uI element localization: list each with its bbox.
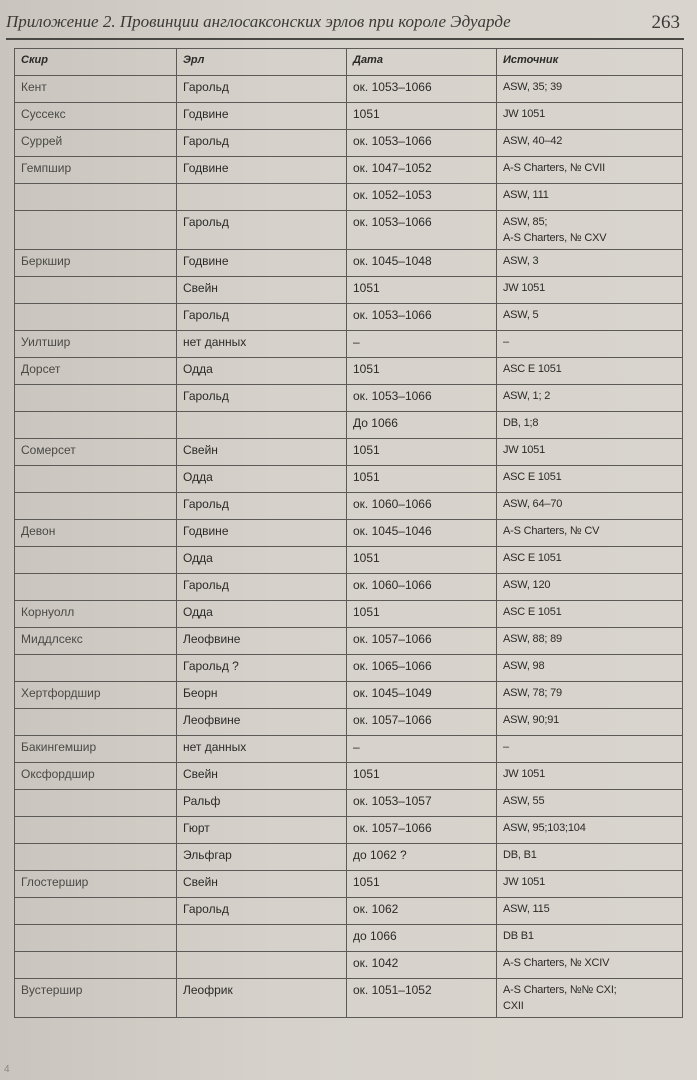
table-row (15, 628, 683, 655)
date-cell (347, 412, 497, 439)
source-cell-text: ASW, 1; 2 (503, 390, 551, 402)
date-cell-text: 1051 (353, 470, 380, 484)
source-cell (497, 898, 683, 925)
table-row (15, 898, 683, 925)
date-cell (347, 844, 497, 871)
earl-cell-text: нет данных (183, 740, 247, 754)
earl-cell-text: Свейн (183, 281, 218, 295)
date-cell (347, 574, 497, 601)
date-cell-text: 1051 (353, 551, 380, 565)
table-row (15, 601, 683, 628)
earl-cell-text: Годвине (183, 107, 229, 121)
shire-cell (15, 439, 177, 466)
earl-cell-text: Одда (183, 551, 213, 565)
shire-cell (15, 358, 177, 385)
date-cell-text: ок. 1053–1066 (353, 308, 432, 322)
date-cell (347, 358, 497, 385)
source-cell-text: ASW, 95;103;104 (503, 822, 586, 834)
earl-cell-text: Гарольд (183, 215, 229, 229)
earl-cell (177, 304, 347, 331)
date-cell (347, 979, 497, 1018)
earl-cell-text: Гарольд (183, 578, 229, 592)
date-cell-text: ок. 1045–1049 (353, 686, 432, 700)
date-cell (347, 520, 497, 547)
table-header-row (15, 49, 683, 76)
shire-cell-text: Кент (21, 80, 47, 94)
table-row (15, 520, 683, 547)
earl-cell-text: Ральф (183, 794, 221, 808)
earl-cell-text: Леофвине (183, 632, 241, 646)
source-cell-text: JW 1051 (503, 768, 546, 780)
source-cell (497, 817, 683, 844)
date-cell-text: ок. 1045–1048 (353, 254, 432, 268)
shire-cell-text: Миддлсекс (21, 632, 83, 646)
earl-cell (177, 250, 347, 277)
shire-cell (15, 871, 177, 898)
date-cell (347, 493, 497, 520)
source-cell (497, 493, 683, 520)
date-cell (347, 331, 497, 358)
source-cell-text-continued: A-S Charters, № CXV (503, 232, 607, 244)
date-cell (347, 547, 497, 574)
shire-cell (15, 130, 177, 157)
table-row (15, 76, 683, 103)
shire-cell (15, 466, 177, 493)
table-row (15, 979, 683, 1018)
date-cell-text: ок. 1045–1046 (353, 524, 432, 538)
earl-cell (177, 547, 347, 574)
date-cell (347, 211, 497, 250)
source-cell-text: ASW, 55 (503, 795, 545, 807)
source-cell (497, 682, 683, 709)
shire-cell (15, 385, 177, 412)
source-cell-text: ASW, 85; (503, 216, 548, 228)
shire-cell (15, 709, 177, 736)
source-cell-text-continued: CXII (503, 1000, 524, 1012)
header-divider (6, 38, 684, 40)
source-cell (497, 844, 683, 871)
earl-cell-text: Одда (183, 362, 213, 376)
table-row (15, 157, 683, 184)
source-cell-text: JW 1051 (503, 444, 546, 456)
table-row (15, 844, 683, 871)
source-cell (497, 103, 683, 130)
source-cell-text: ASW, 3 (503, 255, 539, 267)
shire-cell-text: Беркшир (21, 254, 71, 268)
source-cell-text: DB, B1 (503, 849, 537, 861)
date-cell (347, 871, 497, 898)
shire-cell-text: Оксфордшир (21, 767, 95, 781)
table-row (15, 385, 683, 412)
shire-cell (15, 601, 177, 628)
date-cell-text: 1051 (353, 605, 380, 619)
source-cell (497, 157, 683, 184)
shire-cell (15, 520, 177, 547)
shire-cell (15, 184, 177, 211)
date-cell (347, 277, 497, 304)
source-cell-text: ASW, 88; 89 (503, 633, 562, 645)
source-cell-text: A-S Charters, № CVII (503, 162, 605, 174)
earl-cell (177, 358, 347, 385)
earls-table (14, 48, 683, 1018)
date-cell (347, 628, 497, 655)
date-cell-text: 1051 (353, 875, 380, 889)
shire-cell (15, 574, 177, 601)
running-header (6, 4, 686, 38)
margin-mark: 4 (4, 1064, 10, 1075)
date-cell-text: ок. 1053–1066 (353, 215, 432, 229)
source-cell (497, 763, 683, 790)
source-cell-text: ASC E 1051 (503, 363, 562, 375)
source-cell (497, 439, 683, 466)
table-row (15, 304, 683, 331)
earl-cell (177, 76, 347, 103)
source-cell-text: ASW, 64–70 (503, 498, 563, 510)
shire-cell (15, 925, 177, 952)
earl-cell-text: Леофрик (183, 983, 233, 997)
source-cell-text: ASC E 1051 (503, 552, 562, 564)
date-cell (347, 385, 497, 412)
shire-cell (15, 250, 177, 277)
source-cell (497, 925, 683, 952)
shire-cell (15, 304, 177, 331)
table-row (15, 655, 683, 682)
earl-cell (177, 925, 347, 952)
shire-cell (15, 211, 177, 250)
source-cell (497, 628, 683, 655)
earl-cell-text: Эльфгар (183, 848, 232, 862)
source-cell (497, 709, 683, 736)
date-cell-text: ок. 1057–1066 (353, 821, 432, 835)
shire-cell-text: Глостершир (21, 875, 89, 889)
shire-cell (15, 628, 177, 655)
date-cell-text: ок. 1053–1066 (353, 389, 432, 403)
earl-cell-text: Гарольд (183, 308, 229, 322)
earl-cell-text: Гарольд (183, 389, 229, 403)
earl-cell (177, 790, 347, 817)
earl-cell (177, 574, 347, 601)
source-cell (497, 574, 683, 601)
earl-cell (177, 817, 347, 844)
earl-cell-text: Гарольд (183, 497, 229, 511)
date-cell (347, 466, 497, 493)
date-cell (347, 898, 497, 925)
date-cell (347, 130, 497, 157)
source-cell (497, 331, 683, 358)
earl-cell-text: Годвине (183, 524, 229, 538)
shire-cell (15, 979, 177, 1018)
earl-cell-text: Беорн (183, 686, 218, 700)
source-cell-text: ASW, 90;91 (503, 714, 560, 726)
date-cell-text: до 1066 (353, 929, 397, 943)
source-cell (497, 130, 683, 157)
shire-cell (15, 157, 177, 184)
date-cell (347, 184, 497, 211)
shire-cell-text: Бакингемшир (21, 740, 97, 754)
column-header-date: Дата (347, 49, 497, 76)
earl-cell (177, 466, 347, 493)
shire-cell-text: Корнуолл (21, 605, 75, 619)
source-cell-text: ASW, 35; 39 (503, 81, 562, 93)
table-row (15, 817, 683, 844)
table-row (15, 331, 683, 358)
date-cell (347, 709, 497, 736)
source-cell (497, 952, 683, 979)
source-cell-text: ASC E 1051 (503, 471, 562, 483)
earl-cell (177, 103, 347, 130)
earl-cell-text: нет данных (183, 335, 247, 349)
source-cell-text: DB, 1;8 (503, 417, 539, 429)
column-header-earl: Эрл (177, 49, 347, 76)
shire-cell (15, 682, 177, 709)
column-header-shire: Скир (15, 49, 177, 76)
source-cell (497, 871, 683, 898)
earl-cell-text: Годвине (183, 161, 229, 175)
earl-cell (177, 277, 347, 304)
table-row (15, 103, 683, 130)
table-row (15, 211, 683, 250)
shire-cell (15, 277, 177, 304)
source-cell-text: JW 1051 (503, 282, 546, 294)
earl-cell (177, 844, 347, 871)
source-cell-text: ASW, 78; 79 (503, 687, 562, 699)
source-cell (497, 547, 683, 574)
source-cell (497, 76, 683, 103)
date-cell-text: 1051 (353, 362, 380, 376)
date-cell-text: ок. 1052–1053 (353, 188, 432, 202)
earl-cell (177, 520, 347, 547)
source-cell-text: – (503, 336, 509, 348)
table-row (15, 736, 683, 763)
earl-cell-text: Гарольд ? (183, 659, 239, 673)
source-cell-text: A-S Charters, № CV (503, 525, 600, 537)
date-cell (347, 790, 497, 817)
earl-cell (177, 898, 347, 925)
source-cell-text: ASC E 1051 (503, 606, 562, 618)
earl-cell-text: Свейн (183, 767, 218, 781)
earl-cell-text: Свейн (183, 875, 218, 889)
shire-cell (15, 547, 177, 574)
table-row (15, 277, 683, 304)
table-row (15, 250, 683, 277)
shire-cell (15, 817, 177, 844)
shire-cell-text: Вустершир (21, 983, 83, 997)
earl-cell-text: Гарольд (183, 80, 229, 94)
shire-cell (15, 790, 177, 817)
date-cell (347, 736, 497, 763)
source-cell (497, 358, 683, 385)
earl-cell-text: Годвине (183, 254, 229, 268)
shire-cell (15, 952, 177, 979)
table-row (15, 130, 683, 157)
date-cell-text: ок. 1057–1066 (353, 632, 432, 646)
date-cell (347, 601, 497, 628)
date-cell-text: 1051 (353, 281, 380, 295)
source-cell (497, 979, 683, 1018)
source-cell (497, 304, 683, 331)
date-cell (347, 304, 497, 331)
date-cell (347, 925, 497, 952)
earl-cell (177, 493, 347, 520)
date-cell-text: ок. 1062 (353, 902, 399, 916)
date-cell (347, 655, 497, 682)
earl-cell (177, 601, 347, 628)
source-cell-text: DB B1 (503, 930, 534, 942)
earl-cell (177, 412, 347, 439)
date-cell-text: ок. 1042 (353, 956, 399, 970)
source-cell-text: ASW, 115 (503, 903, 550, 915)
source-cell (497, 520, 683, 547)
table-row (15, 412, 683, 439)
earl-cell (177, 628, 347, 655)
shire-cell (15, 736, 177, 763)
earl-cell (177, 157, 347, 184)
source-cell (497, 790, 683, 817)
shire-cell (15, 76, 177, 103)
date-cell-text: – (353, 335, 360, 349)
source-cell-text: ASW, 111 (503, 189, 549, 201)
date-cell-text: ок. 1053–1066 (353, 80, 432, 94)
source-cell (497, 412, 683, 439)
shire-cell (15, 655, 177, 682)
date-cell (347, 763, 497, 790)
source-cell-text: ASW, 98 (503, 660, 545, 672)
earl-cell-text: Гарольд (183, 134, 229, 148)
date-cell-text: ок. 1051–1052 (353, 983, 432, 997)
date-cell-text: до 1062 ? (353, 848, 407, 862)
source-cell (497, 250, 683, 277)
shire-cell (15, 763, 177, 790)
shire-cell (15, 898, 177, 925)
column-header-source: Источник (497, 49, 683, 76)
date-cell-text: ок. 1057–1066 (353, 713, 432, 727)
date-cell (347, 76, 497, 103)
date-cell (347, 439, 497, 466)
source-cell (497, 385, 683, 412)
table-body (15, 76, 683, 1018)
shire-cell-text: Девон (21, 524, 56, 538)
table-row (15, 763, 683, 790)
earl-cell-text: Гарольд (183, 902, 229, 916)
source-cell (497, 211, 683, 250)
earl-cell (177, 385, 347, 412)
shire-cell-text: Дорсет (21, 362, 61, 376)
source-cell (497, 655, 683, 682)
shire-cell-text: Гемпшир (21, 161, 72, 175)
earl-cell (177, 871, 347, 898)
earl-cell (177, 439, 347, 466)
date-cell (347, 103, 497, 130)
source-cell-text: A-S Charters, №№ CXI; (503, 984, 617, 996)
earl-cell-text: Одда (183, 605, 213, 619)
page-number: 263 (651, 12, 680, 33)
earl-cell-text: Гюрт (183, 821, 210, 835)
source-cell (497, 466, 683, 493)
earl-cell (177, 130, 347, 157)
earl-cell-text: Леофвине (183, 713, 241, 727)
table-row (15, 709, 683, 736)
source-cell-text: ASW, 40–42 (503, 135, 563, 147)
shire-cell (15, 331, 177, 358)
earl-cell (177, 979, 347, 1018)
shire-cell (15, 844, 177, 871)
date-cell (347, 682, 497, 709)
shire-cell (15, 412, 177, 439)
date-cell (347, 157, 497, 184)
source-cell-text: JW 1051 (503, 108, 546, 120)
date-cell-text: ок. 1060–1066 (353, 578, 432, 592)
earl-cell (177, 952, 347, 979)
date-cell-text: ок. 1065–1066 (353, 659, 432, 673)
earl-cell (177, 184, 347, 211)
date-cell-text: 1051 (353, 443, 380, 457)
date-cell-text: До 1066 (353, 416, 398, 430)
table-row (15, 925, 683, 952)
date-cell-text: 1051 (353, 767, 380, 781)
shire-cell-text: Суррей (21, 134, 63, 148)
source-cell (497, 277, 683, 304)
source-cell (497, 601, 683, 628)
table-row (15, 466, 683, 493)
date-cell-text: ок. 1047–1052 (353, 161, 432, 175)
shire-cell (15, 103, 177, 130)
shire-cell-text: Хертфордшир (21, 686, 101, 700)
earl-cell (177, 736, 347, 763)
earl-cell (177, 655, 347, 682)
table-row (15, 574, 683, 601)
source-cell-text: ASW, 120 (503, 579, 551, 591)
earl-cell (177, 763, 347, 790)
source-cell (497, 736, 683, 763)
earl-cell (177, 331, 347, 358)
table-row (15, 493, 683, 520)
table-row (15, 871, 683, 898)
table-row (15, 184, 683, 211)
date-cell-text: ок. 1053–1057 (353, 794, 432, 808)
shire-cell-text: Суссекс (21, 107, 66, 121)
table-row (15, 547, 683, 574)
running-header-title: Приложение 2. Провинции англосаксонских эрлов при короле Эдуарде (6, 12, 511, 31)
shire-cell-text: Уилтшир (21, 335, 71, 349)
date-cell-text: ок. 1060–1066 (353, 497, 432, 511)
earl-cell (177, 682, 347, 709)
table-row (15, 952, 683, 979)
date-cell-text: – (353, 740, 360, 754)
table-row (15, 358, 683, 385)
source-cell-text: JW 1051 (503, 876, 546, 888)
date-cell (347, 817, 497, 844)
shire-cell (15, 493, 177, 520)
earl-cell (177, 211, 347, 250)
earl-cell-text: Свейн (183, 443, 218, 457)
date-cell (347, 250, 497, 277)
date-cell (347, 952, 497, 979)
earl-cell (177, 709, 347, 736)
source-cell-text: A-S Charters, № XCIV (503, 957, 610, 969)
date-cell-text: ок. 1053–1066 (353, 134, 432, 148)
date-cell-text: 1051 (353, 107, 380, 121)
table-row (15, 439, 683, 466)
shire-cell-text: Сомерсет (21, 443, 76, 457)
table-row (15, 682, 683, 709)
source-cell (497, 184, 683, 211)
source-cell-text: ASW, 5 (503, 309, 539, 321)
earl-cell-text: Одда (183, 470, 213, 484)
source-cell-text: – (503, 741, 509, 753)
table-row (15, 790, 683, 817)
